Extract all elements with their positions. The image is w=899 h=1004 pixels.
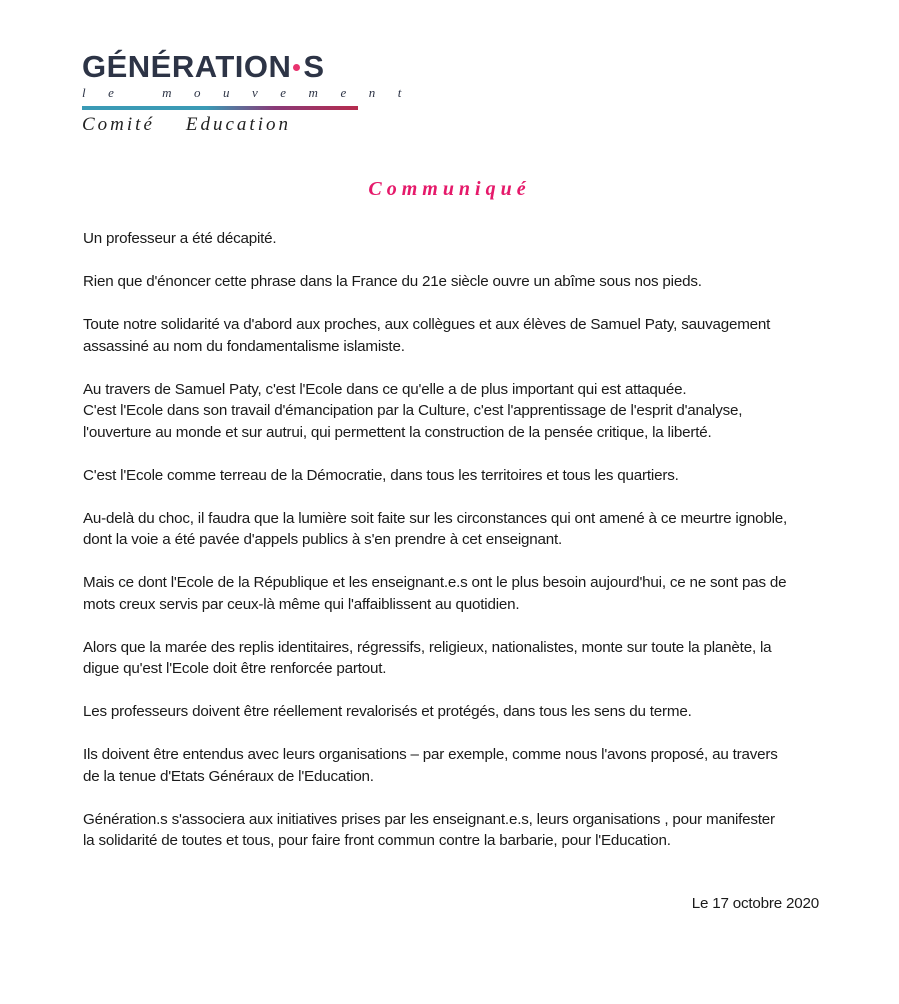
paragraph-line: digue qu'est l'Ecole doit être renforcée partout.: [83, 660, 387, 677]
paragraph-line: mots creux servis par ceux-là même qui l'affaiblissent au quotidien.: [83, 595, 520, 613]
logo-text-end: S: [303, 49, 325, 84]
paragraph: [83, 701, 828, 723]
logo-color-bar: [82, 106, 358, 110]
paragraph-line: Mais ce dont l'Ecole de la République et les enseignant.e.s ont le plus besoin aujourd'hui, ce ne sont pas de: [83, 574, 787, 591]
communique-body: [83, 228, 828, 873]
paragraph-line: C'est l'Ecole comme terreau de la Démocratie, dans tous les territoires et tous les quartiers.: [83, 466, 679, 484]
paragraph-line: Génération.s s'associera aux initiatives prises par les enseignant.e.s, leurs organisations , pour manifester: [83, 810, 775, 828]
paragraph-line: Ils doivent être entendus avec leurs organisations – par exemple, comme nous l'avons proposé, au travers: [83, 746, 778, 763]
page-title: Communiqué: [368, 178, 531, 200]
committee-name: Comité Education: [82, 114, 291, 135]
paragraph-line: de la tenue d'Etats Généraux de l'Education.: [83, 767, 374, 785]
logo-tagline: le mouvement: [82, 85, 424, 100]
paragraph: [83, 744, 828, 787]
date-signature: Le 17 octobre 2020: [691, 895, 819, 912]
paragraph: [83, 637, 828, 680]
paragraph-line: assassiné au nom du fondamentalisme islamiste.: [83, 337, 405, 355]
paragraph-line: Au travers de Samuel Paty, c'est l'Ecole dans ce qu'elle a de plus important qui est attaquée.: [83, 380, 687, 398]
paragraph-line: Toute notre solidarité va d'abord aux proches, aux collègues et aux élèves de Samuel Paty, sauvagement: [83, 316, 771, 333]
paragraph: [83, 271, 828, 293]
logo-text-main: GÉNÉRATION: [82, 49, 292, 84]
paragraph-line: Un professeur a été décapité.: [83, 230, 277, 247]
paragraph: [83, 379, 828, 444]
generations-logo: [82, 50, 362, 84]
logo-dot-icon: [293, 64, 300, 71]
paragraph: [83, 572, 828, 615]
paragraph-line: Rien que d'énoncer cette phrase dans la France du 21e siècle ouvre un abîme sous nos pieds.: [83, 273, 702, 290]
paragraph-line: Les professeurs doivent être réellement revalorisés et protégés, dans tous les sens du terme.: [83, 703, 692, 720]
paragraph-line: dont la voie a été pavée d'appels publics à s'en prendre à cet enseignant.: [83, 531, 563, 548]
paragraph: [83, 228, 828, 250]
paragraph: [83, 314, 828, 357]
paragraph-line: la solidarité de toutes et tous, pour faire front commun contre la barbarie, pour l'Education.: [83, 832, 671, 849]
paragraph: [83, 465, 828, 487]
paragraph-line: l'ouverture au monde et sur autrui, qui permettent la construction de la pensée critique, la liberté.: [83, 423, 712, 441]
header: [82, 49, 424, 136]
paragraph-line: Alors que la marée des replis identitaires, régressifs, religieux, nationalistes, monte sur toute la planète, la: [83, 638, 772, 656]
paragraph: [83, 809, 828, 852]
paragraph-line: Au-delà du choc, il faudra que la lumière soit faite sur les circonstances qui ont amené à ce meurtre ignoble,: [83, 509, 788, 527]
paragraph-line: C'est l'Ecole dans son travail d'émancipation par la Culture, c'est l'apprentissage de l'esprit d'analyse,: [83, 402, 743, 419]
paragraph: [83, 508, 828, 551]
